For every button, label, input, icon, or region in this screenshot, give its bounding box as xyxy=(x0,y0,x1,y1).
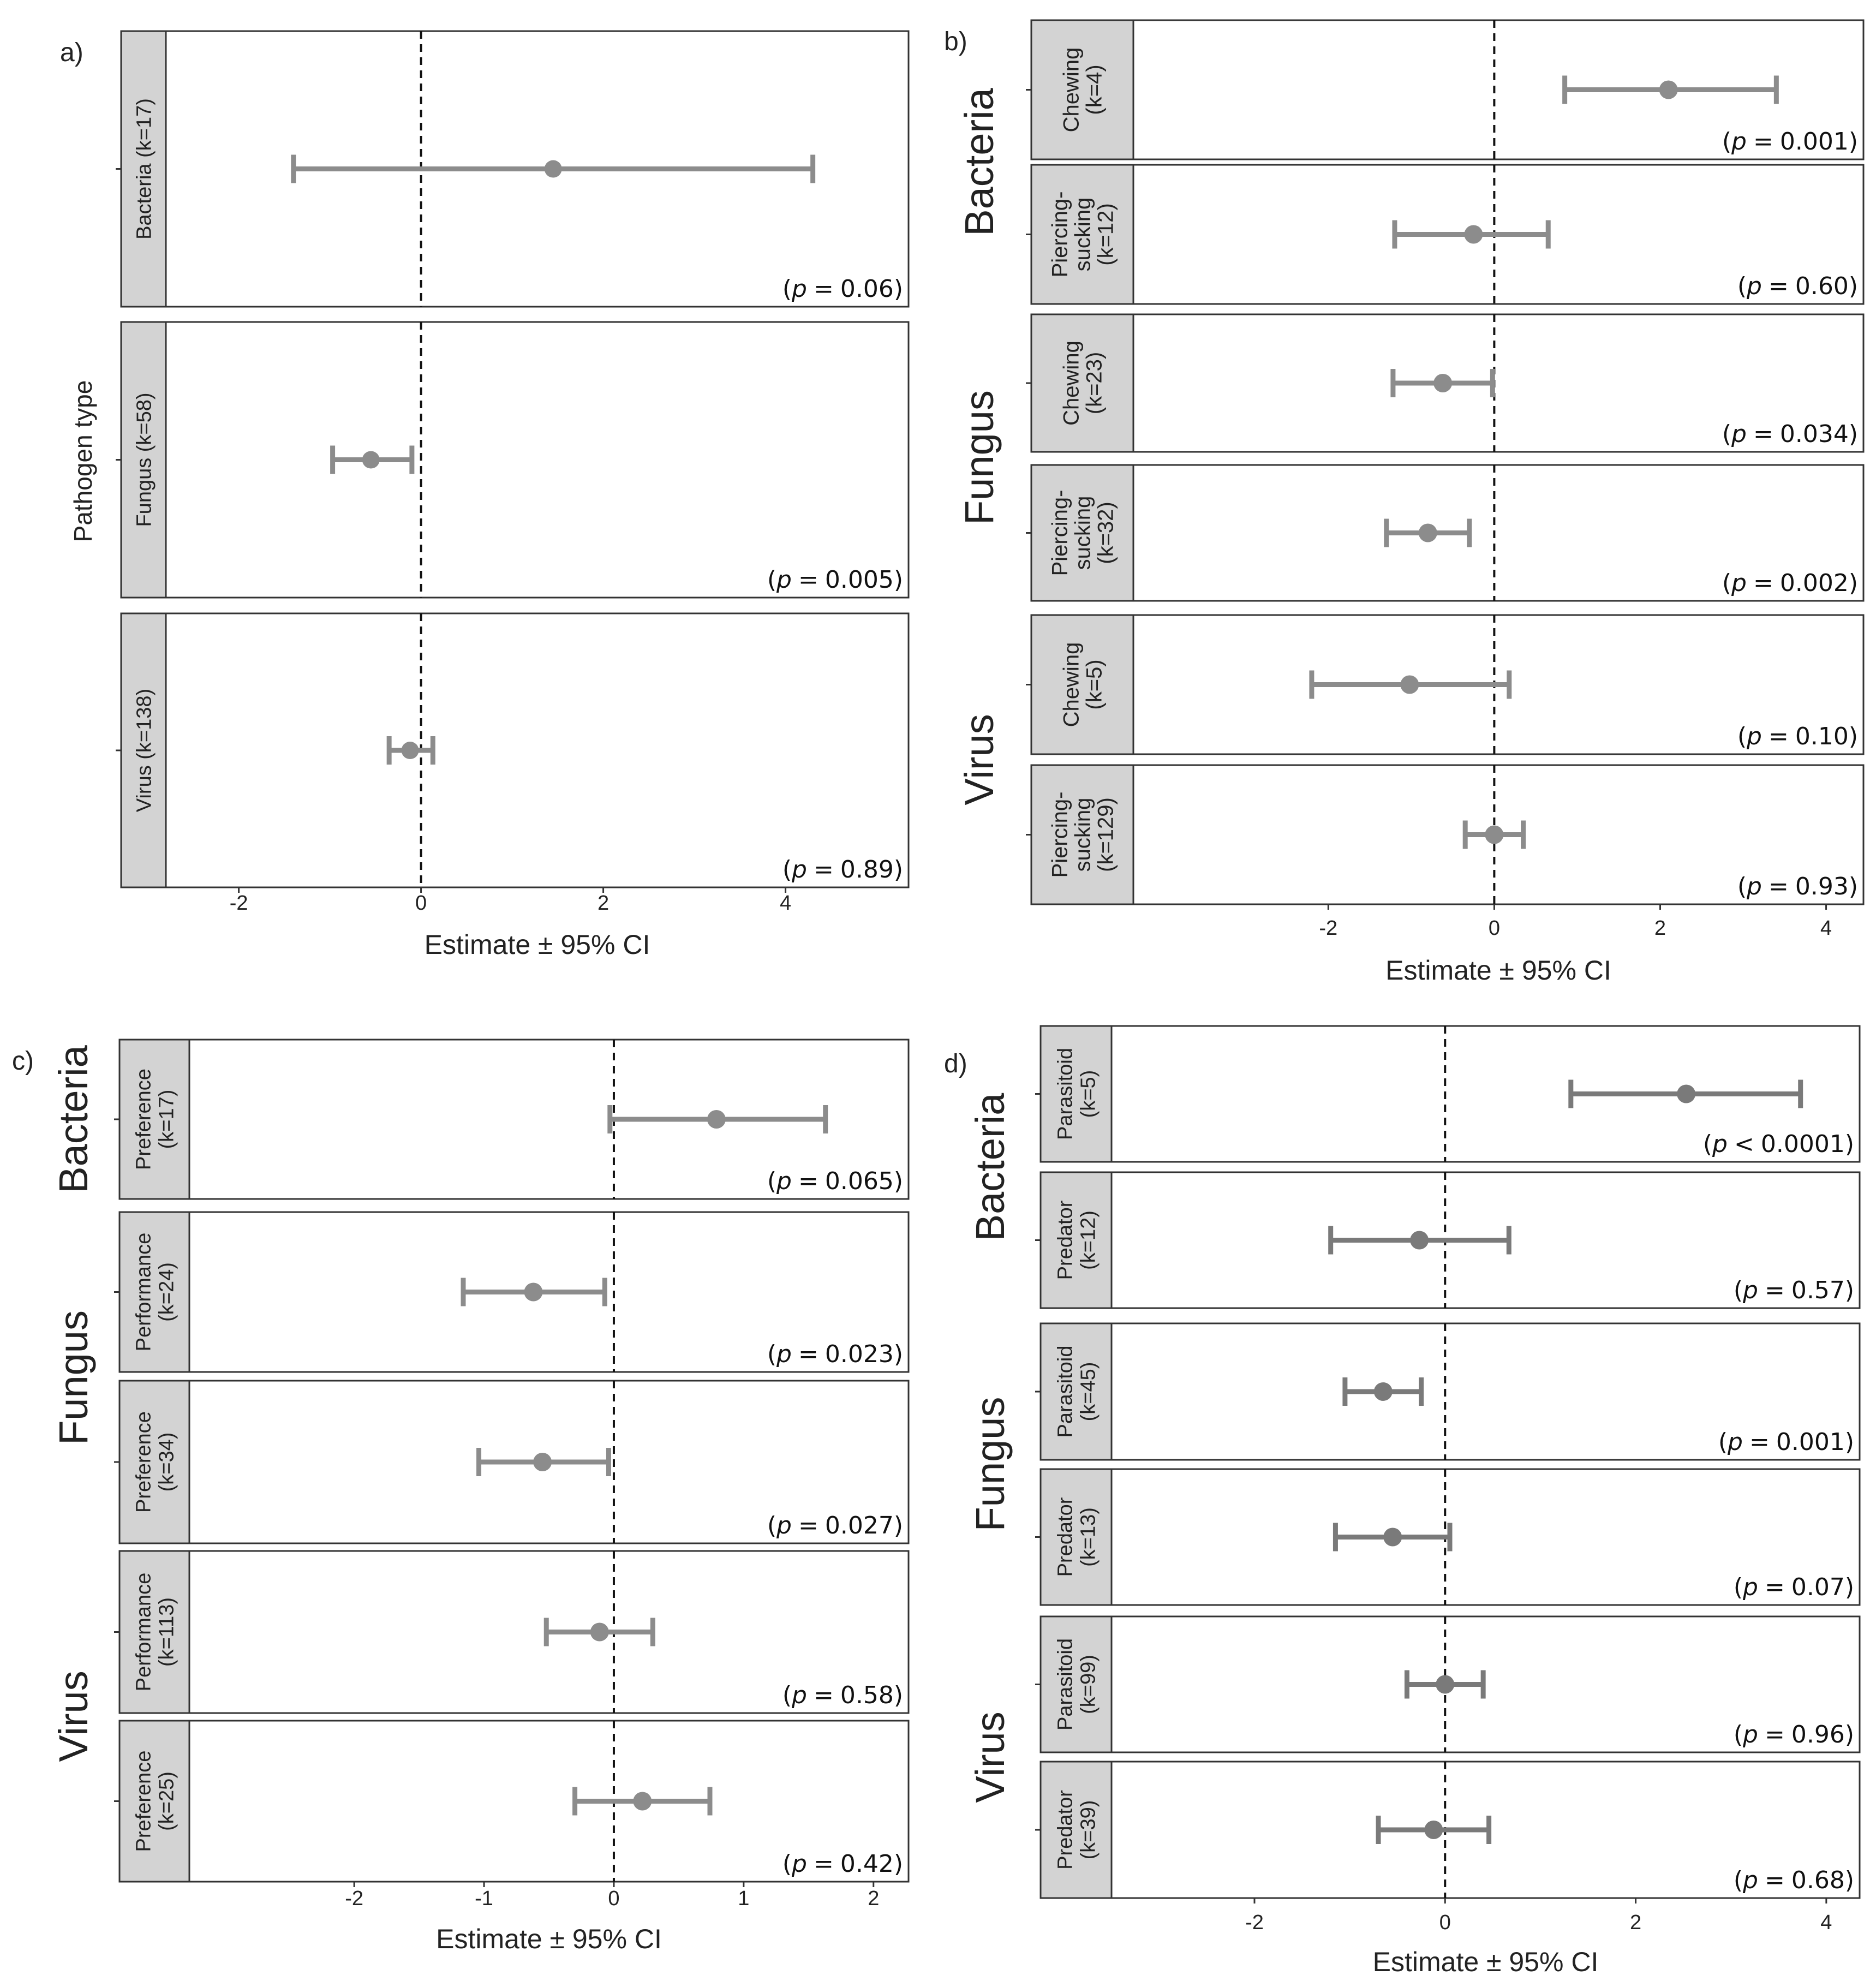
strip-label-line: (k=17) xyxy=(155,1089,178,1149)
p-value-open: (p xyxy=(1737,723,1762,750)
facet-row xyxy=(116,322,909,598)
p-value-open: (p xyxy=(782,1850,807,1878)
strip-label-line: Performance xyxy=(132,1232,156,1352)
p-value-number: 0.0001 xyxy=(1760,1130,1845,1158)
p-value-number: 0.027 xyxy=(825,1512,894,1540)
facet-row xyxy=(1035,1172,1860,1308)
facet-row xyxy=(1026,165,1863,304)
strip-label-line: (k=13) xyxy=(1077,1507,1100,1567)
strip-label-line: Preference xyxy=(132,1069,156,1170)
strip-label-line: (k=25) xyxy=(155,1771,178,1831)
p-value-label xyxy=(782,1850,903,1878)
estimate-point xyxy=(362,451,380,469)
x-tick-label: 2 xyxy=(868,1887,880,1910)
p-value-label xyxy=(782,856,903,884)
x-tick-label: 1 xyxy=(738,1887,750,1910)
p-value-label xyxy=(1734,1721,1854,1749)
strip-label xyxy=(1054,1200,1100,1280)
x-tick-label: 2 xyxy=(598,892,610,915)
p-value-close: ) xyxy=(893,1850,903,1878)
x-axis-title: Estimate ± 95% CI xyxy=(436,1924,662,1954)
strip-label-line: (k=113) xyxy=(155,1597,178,1667)
p-value-operator: = xyxy=(1764,1866,1785,1894)
strip-label-line: Fungus (k=58) xyxy=(133,392,156,527)
estimate-point xyxy=(1659,81,1678,99)
strip-label-line: (k=99) xyxy=(1077,1655,1100,1714)
x-tick-label: -2 xyxy=(229,892,248,915)
strip-label-line: (k=5) xyxy=(1077,1070,1100,1118)
strip-label-line: (k=12) xyxy=(1077,1210,1100,1270)
estimate-point xyxy=(1410,1231,1429,1250)
strip-label-line: (k=32) xyxy=(1094,502,1118,564)
p-value-number: 0.89 xyxy=(840,856,894,884)
estimate-point xyxy=(1400,676,1419,694)
estimate-point xyxy=(590,1623,609,1642)
p-value-label xyxy=(1703,1130,1854,1158)
panel-label: b) xyxy=(944,27,967,56)
group-label: Bacteria xyxy=(51,1045,96,1194)
p-value-open: (p xyxy=(767,566,792,594)
p-value-close: ) xyxy=(893,856,903,884)
estimate-point xyxy=(707,1110,726,1129)
p-value-open: (p xyxy=(1737,873,1762,900)
group-label: Virus xyxy=(967,1711,1013,1803)
panel-c xyxy=(12,1040,909,1954)
p-value-label xyxy=(1734,1866,1854,1894)
p-value-number: 0.96 xyxy=(1791,1721,1845,1749)
group-label: Virus xyxy=(51,1670,96,1762)
group-label: Bacteria xyxy=(967,1093,1013,1242)
p-value-operator: = xyxy=(1768,723,1789,750)
estimate-point xyxy=(1424,1821,1443,1839)
p-value-close: ) xyxy=(1848,569,1858,597)
p-value-label xyxy=(1734,1573,1854,1601)
facet-row xyxy=(114,1040,909,1199)
p-value-operator: = xyxy=(1764,1276,1785,1304)
p-value-number: 0.58 xyxy=(840,1681,894,1709)
p-value-open: (p xyxy=(767,1512,792,1540)
p-value-close: ) xyxy=(893,1681,903,1709)
p-value-number: 0.68 xyxy=(1791,1866,1845,1894)
facet-row xyxy=(114,1721,909,1882)
panel-d xyxy=(944,1026,1860,1977)
strip-label-line: Parasitoid xyxy=(1054,1638,1077,1731)
facet-row xyxy=(1026,615,1863,754)
p-value-label xyxy=(1718,1428,1854,1456)
facet-row xyxy=(1026,765,1863,904)
p-value-close: ) xyxy=(893,1167,903,1195)
p-value-operator: = xyxy=(1749,1428,1770,1456)
strip-label-line: Piercing- xyxy=(1048,791,1072,878)
group-label: Bacteria xyxy=(957,88,1002,236)
p-value-close: ) xyxy=(893,566,903,594)
estimate-point xyxy=(1485,826,1503,844)
strip-label-line: Virus (k=138) xyxy=(133,688,156,813)
strip-label-line: Bacteria (k=17) xyxy=(133,98,156,240)
p-value-open: (p xyxy=(1722,420,1747,448)
p-value-label xyxy=(767,1512,903,1540)
panel-b xyxy=(944,20,1863,986)
p-value-number: 0.42 xyxy=(840,1850,894,1878)
y-axis-title: Pathogen type xyxy=(69,380,97,542)
strip-label-line: Preference xyxy=(132,1750,156,1852)
x-tick-label: -2 xyxy=(1319,917,1338,940)
p-value-label xyxy=(1722,420,1858,448)
p-value-close: ) xyxy=(1848,420,1858,448)
p-value-close: ) xyxy=(1848,128,1858,156)
p-value-operator: = xyxy=(1753,569,1773,597)
strip-label xyxy=(1054,1790,1100,1870)
p-value-open: (p xyxy=(1718,1428,1743,1456)
x-tick-label: 2 xyxy=(1630,1911,1642,1934)
p-value-number: 0.93 xyxy=(1795,873,1849,900)
strip-label-line: (k=12) xyxy=(1094,203,1118,266)
strip-label xyxy=(1048,192,1118,278)
x-tick-label: -1 xyxy=(475,1887,493,1910)
strip-label-line: sucking xyxy=(1071,797,1095,872)
p-value-label xyxy=(767,1167,903,1195)
strip-label-line: Piercing- xyxy=(1048,191,1072,278)
p-value-operator: = xyxy=(1753,420,1773,448)
strip-label xyxy=(133,98,156,240)
strip-label xyxy=(133,392,156,527)
strip-label-line: Chewing xyxy=(1059,642,1084,727)
p-value-open: (p xyxy=(782,1681,807,1709)
p-value-number: 0.10 xyxy=(1795,723,1849,750)
p-value-operator: = xyxy=(813,1681,834,1709)
p-value-number: 0.001 xyxy=(1776,1428,1845,1456)
strip-label-line: Parasitoid xyxy=(1054,1048,1077,1140)
p-value-number: 0.034 xyxy=(1779,420,1849,448)
p-value-number: 0.57 xyxy=(1791,1276,1845,1304)
x-tick-label: 0 xyxy=(415,892,427,915)
group-label: Virus xyxy=(957,714,1002,805)
group-label: Fungus xyxy=(51,1310,96,1445)
p-value-operator: = xyxy=(813,275,834,303)
p-value-label xyxy=(782,275,903,303)
p-value-operator: = xyxy=(1764,1721,1785,1749)
p-value-close: ) xyxy=(1848,873,1858,900)
strip-label-line: (k=5) xyxy=(1082,659,1107,710)
strip-label-line: (k=39) xyxy=(1077,1800,1100,1860)
p-value-label xyxy=(1737,873,1858,900)
facet-row xyxy=(1026,314,1863,452)
p-value-open: (p xyxy=(1733,1276,1758,1304)
strip-label xyxy=(133,689,156,812)
p-value-open: (p xyxy=(782,856,807,884)
x-tick-label: 0 xyxy=(608,1887,620,1910)
facet-row xyxy=(1035,1323,1860,1460)
x-tick-label: -2 xyxy=(1245,1911,1264,1934)
strip-label xyxy=(1048,792,1118,878)
x-axis-title: Estimate ± 95% CI xyxy=(1372,1947,1599,1977)
p-value-operator: = xyxy=(1753,128,1773,156)
estimate-point xyxy=(545,160,562,178)
p-value-label xyxy=(782,1681,903,1709)
strip-label-line: (k=24) xyxy=(155,1262,178,1322)
p-value-operator: = xyxy=(1764,1573,1785,1601)
p-value-open: (p xyxy=(767,1340,792,1368)
p-value-close: ) xyxy=(1848,723,1858,750)
p-value-open: (p xyxy=(1733,1721,1758,1749)
strip-label-line: Parasitoid xyxy=(1054,1345,1077,1438)
estimate-point xyxy=(533,1453,552,1471)
strip-label-line: (k=23) xyxy=(1082,351,1107,415)
estimate-point xyxy=(1436,1675,1454,1694)
p-value-open: (p xyxy=(1733,1866,1758,1894)
strip-label-line: Performance xyxy=(132,1572,156,1692)
p-value-close: ) xyxy=(893,1512,903,1540)
p-value-number: 0.005 xyxy=(825,566,894,594)
p-value-label xyxy=(767,566,903,594)
group-label: Fungus xyxy=(967,1397,1013,1532)
estimate-point xyxy=(1374,1382,1393,1401)
strip-label-line: Predator xyxy=(1054,1497,1077,1577)
p-value-open: (p xyxy=(1733,1573,1758,1601)
p-value-open: (p xyxy=(1722,569,1747,597)
strip-label-line: Preference xyxy=(132,1411,156,1513)
p-value-operator: = xyxy=(1768,873,1789,900)
estimate-point xyxy=(524,1283,542,1302)
strip-label-line: sucking xyxy=(1071,496,1095,570)
p-value-number: 0.023 xyxy=(825,1340,894,1368)
p-value-number: 0.001 xyxy=(1779,128,1849,156)
p-value-operator: = xyxy=(1768,272,1789,300)
p-value-open: (p xyxy=(767,1167,792,1195)
p-value-close: ) xyxy=(1844,1721,1854,1749)
p-value-close: ) xyxy=(1848,272,1858,300)
p-value-operator: = xyxy=(798,1340,818,1368)
p-value-close: ) xyxy=(1844,1130,1854,1158)
strip-label-line: Chewing xyxy=(1059,341,1084,426)
strip-label-line: (k=129) xyxy=(1094,797,1118,872)
group-label: Fungus xyxy=(957,390,1002,525)
p-value-number: 0.60 xyxy=(1795,272,1849,300)
facet-frame xyxy=(121,322,909,598)
estimate-point xyxy=(1419,524,1437,542)
p-value-operator: = xyxy=(813,1850,834,1878)
facet-row xyxy=(1026,465,1863,601)
p-value-close: ) xyxy=(1844,1573,1854,1601)
p-value-label xyxy=(1734,1276,1854,1304)
p-value-close: ) xyxy=(1844,1276,1854,1304)
estimate-point xyxy=(1677,1085,1695,1103)
p-value-number: 0.07 xyxy=(1791,1573,1845,1601)
strip-label-line: (k=34) xyxy=(155,1432,178,1492)
p-value-close: ) xyxy=(893,275,903,303)
facet-row xyxy=(1035,1026,1860,1162)
facet-row xyxy=(114,1381,909,1543)
x-tick-label: 0 xyxy=(1488,917,1500,940)
p-value-operator: = xyxy=(813,856,834,884)
strip-label-line: (k=45) xyxy=(1077,1362,1100,1422)
panel-label: c) xyxy=(12,1047,34,1076)
estimate-point xyxy=(1464,225,1483,244)
p-value-operator: = xyxy=(798,1167,818,1195)
p-value-label xyxy=(1722,128,1858,156)
x-axis-title: Estimate ± 95% CI xyxy=(1385,955,1611,986)
strip-label-line: Piercing- xyxy=(1048,490,1072,576)
x-tick-label: -2 xyxy=(345,1887,364,1910)
strip-label-line: (k=4) xyxy=(1082,64,1107,115)
p-value-label xyxy=(1737,272,1858,300)
p-value-number: 0.002 xyxy=(1779,569,1849,597)
facet-row xyxy=(1035,1469,1860,1605)
facet-frame xyxy=(121,613,909,887)
estimate-point xyxy=(1383,1528,1402,1547)
p-value-label xyxy=(767,1340,903,1368)
strip-label-line: sucking xyxy=(1071,197,1095,272)
strip-label-line: Predator xyxy=(1054,1200,1077,1280)
p-value-close: ) xyxy=(893,1340,903,1368)
panel-label: a) xyxy=(60,38,83,67)
estimate-point xyxy=(1433,374,1452,392)
p-value-label xyxy=(1737,723,1858,750)
p-value-label xyxy=(1722,569,1858,597)
p-value-open: (p xyxy=(1702,1130,1728,1158)
p-value-operator: = xyxy=(798,1512,818,1540)
p-value-number: 0.065 xyxy=(825,1167,894,1195)
panel-a xyxy=(60,31,909,960)
strip-label-line: Predator xyxy=(1054,1790,1077,1870)
p-value-open: (p xyxy=(782,275,807,303)
x-tick-label: 4 xyxy=(1820,917,1832,940)
strip-label xyxy=(1048,490,1118,576)
p-value-number: 0.06 xyxy=(840,275,894,303)
x-tick-label: 2 xyxy=(1654,917,1666,940)
facet-row xyxy=(116,613,909,887)
p-value-open: (p xyxy=(1722,128,1747,156)
facet-row xyxy=(1026,20,1863,159)
x-tick-label: 4 xyxy=(779,892,792,915)
p-value-open: (p xyxy=(1737,272,1762,300)
facet-row xyxy=(1035,1762,1860,1898)
facet-row xyxy=(114,1551,909,1713)
strip-label xyxy=(1060,341,1107,426)
p-value-operator: < xyxy=(1734,1130,1754,1158)
panel-label: d) xyxy=(944,1049,967,1078)
strip-label xyxy=(1054,1497,1100,1577)
p-value-close: ) xyxy=(1844,1428,1854,1456)
p-value-operator: = xyxy=(798,566,818,594)
x-axis-title: Estimate ± 95% CI xyxy=(424,929,650,960)
p-value-close: ) xyxy=(1844,1866,1854,1894)
estimate-point xyxy=(402,742,419,759)
x-tick-label: 4 xyxy=(1820,1911,1832,1934)
facet-row xyxy=(114,1212,909,1372)
x-tick-label: 0 xyxy=(1439,1911,1451,1934)
strip-label-line: Chewing xyxy=(1059,47,1084,133)
facet-row xyxy=(116,31,909,307)
facet-row xyxy=(1035,1616,1860,1752)
estimate-point xyxy=(633,1792,652,1811)
